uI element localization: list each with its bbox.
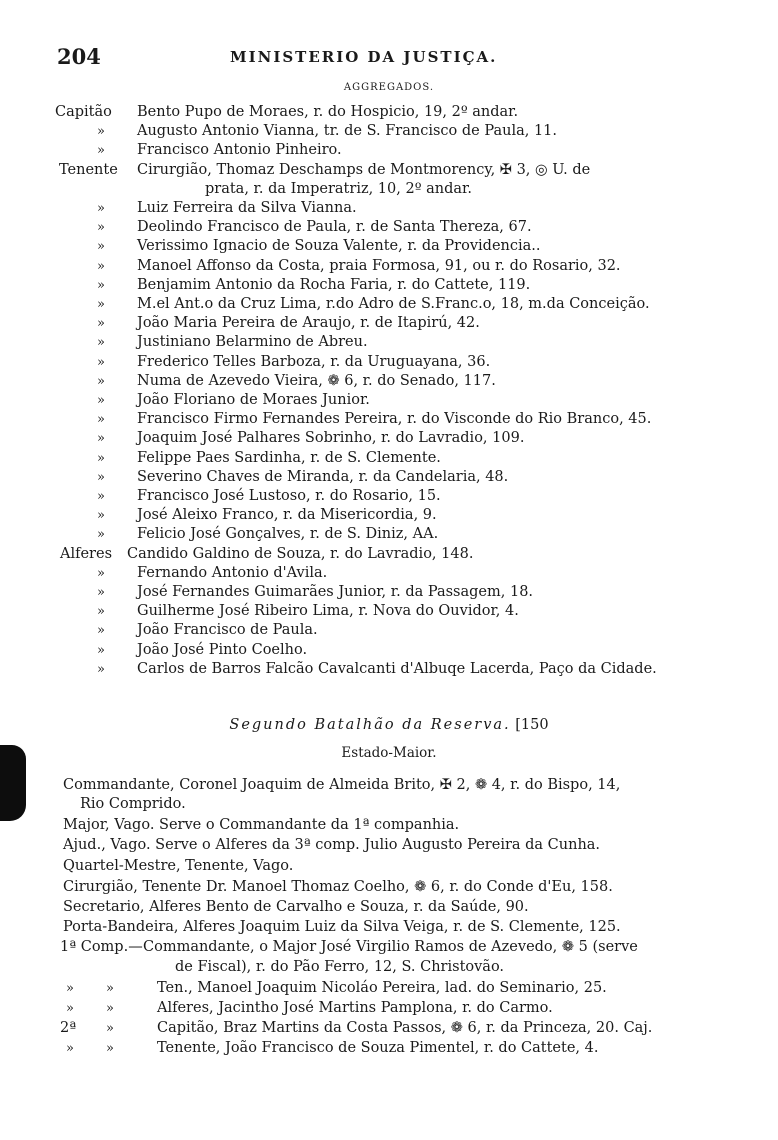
entry-text: Guilherme José Ribeiro Lima, r. Nova do Ouvidor, 4. <box>137 603 519 620</box>
entry-text: Numa de Azevedo Vieira, ❁ 6, r. do Senado, 117. <box>137 372 496 389</box>
staff-entry: Ajud., Vago. Serve o Alferes da 3ª comp. Julio Augusto Pereira da Cunha. <box>63 837 601 853</box>
ditto-mark: » <box>97 623 105 639</box>
entry-text: Benjamim Antonio da Rocha Faria, r. do Cattete, 119. <box>137 276 531 293</box>
ditto-mark: » <box>97 393 105 408</box>
entry-text: João José Pinto Coelho. <box>137 641 308 658</box>
entry-text: M.el Ant.o da Cruz Lima, r.do Adro de S.Franc.o, 18, m.da Conceição. <box>137 296 650 312</box>
ditto-mark: » <box>97 450 105 466</box>
rank-label: Alferes <box>60 545 113 562</box>
ditto-mark: » <box>97 469 105 485</box>
ditto-mark: » <box>106 981 114 996</box>
ditto-mark: » <box>97 642 105 658</box>
entry-text: Severino Chaves de Miranda, r. da Candelaria, 48. <box>137 468 509 485</box>
entry-text: Bento Pupo de Moraes, r. do Hospicio, 19, 2º andar. <box>137 104 519 120</box>
ditto-mark: » <box>97 527 105 543</box>
ditto-mark: » <box>66 1001 74 1016</box>
ditto-mark: » <box>97 412 105 428</box>
entry-text: prata, r. da Imperatriz, 10, 2º andar. <box>205 180 472 197</box>
rank-label: Capitão <box>55 104 112 120</box>
entry-text: Francisco Antonio Pinheiro. <box>137 142 342 159</box>
entry-text: João Floriano de Moraes Junior. <box>137 392 370 408</box>
company-label: 2ª <box>60 1020 77 1036</box>
entry-text: Justiniano Belarmino de Abreu. <box>137 334 368 351</box>
entry-text: Verissimo Ignacio de Souza Valente, r. da Providencia.. <box>137 238 541 255</box>
entry-text: Manoel Affonso da Costa, praia Formosa, 91, ou r. do Rosario, 32. <box>137 257 621 274</box>
margin-ink-mark <box>0 745 26 821</box>
section-subtitle: Estado-Maior. <box>341 745 437 761</box>
ditto-mark: » <box>97 335 105 351</box>
entry-text: Luiz Ferreira da Silva Vianna. <box>137 200 357 216</box>
ditto-mark: » <box>97 585 105 600</box>
section-title: Segundo Batalhão da Reserva. <box>229 717 511 733</box>
entry-text: Felippe Paes Sardinha, r. de S. Clemente. <box>137 449 441 466</box>
entry-text: Candido Galdino de Souza, r. do Lavradio, 148. <box>127 545 474 562</box>
entry-text: João Maria Pereira de Araujo, r. de Itapirú, 42. <box>137 315 480 332</box>
entry-text: Francisco Firmo Fernandes Pereira, r. do Visconde do Rio Branco, 45. <box>137 411 652 428</box>
staff-entry: Rio Comprido. <box>80 796 186 812</box>
ditto-mark: » <box>97 239 105 255</box>
ditto-mark: » <box>97 661 105 677</box>
staff-entry: Quartel-Mestre, Tenente, Vago. <box>63 858 294 874</box>
page-number: 204 <box>57 44 101 69</box>
ditto-mark: » <box>97 489 105 504</box>
ditto-mark: » <box>97 277 105 293</box>
company-entry: Capitão, Braz Martins da Costa Passos, ❁ 6, r. da Princeza, 20. Caj. <box>157 1020 653 1036</box>
entry-text: Carlos de Barros Falcão Cavalcanti d'Albuqe Lacerda, Paço da Cidade. <box>137 660 657 677</box>
ditto-mark: » <box>66 981 74 996</box>
entry-text: Deolindo Francisco de Paula, r. de Santa Thereza, 67. <box>137 219 532 236</box>
entry-text: Joaquim José Palhares Sobrinho, r. do Lavradio, 109. <box>137 430 525 447</box>
entry-text: Frederico Telles Barboza, r. da Uruguayana, 36. <box>137 353 491 370</box>
ditto-mark: » <box>97 565 105 581</box>
subheading: AGGREGADOS. <box>343 82 435 93</box>
ditto-mark: » <box>97 124 105 140</box>
ditto-mark: » <box>97 431 105 447</box>
entry-text: João Francisco de Paula. <box>137 622 318 639</box>
entry-text: Augusto Antonio Vianna, tr. de S. Francisco de Paula, 11. <box>137 123 558 140</box>
staff-entry: Major, Vago. Serve o Commandante da 1ª companhia. <box>63 817 460 833</box>
ditto-mark: » <box>97 220 105 236</box>
ditto-mark: » <box>97 508 105 524</box>
running-title: MINISTERIO DA JUSTIÇA. <box>230 48 498 66</box>
staff-entry: Cirurgião, Tenente Dr. Manoel Thomaz Coelho, ❁ 6, r. do Conde d'Eu, 158. <box>63 879 613 895</box>
section-number: [150 <box>515 717 549 733</box>
ditto-mark: » <box>97 373 105 389</box>
entry-text: Cirurgião, Thomaz Deschamps de Montmorency, ✠ 3, ◎ U. de <box>137 161 591 178</box>
ditto-mark: » <box>66 1041 74 1056</box>
staff-entry: Porta-Bandeira, Alferes Joaquim Luiz da Silva Veiga, r. de S. Clemente, 125. <box>63 919 621 935</box>
ditto-mark: » <box>106 1021 114 1036</box>
ditto-mark: » <box>97 201 105 216</box>
ditto-mark: » <box>97 604 105 620</box>
company-entry: Commandante, o Major José Virgilio Ramos de Azevedo, ❁ 5 (serve <box>143 939 638 955</box>
staff-entry: Secretario, Alferes Bento de Carvalho e Souza, r. da Saúde, 90. <box>63 899 529 915</box>
company-entry: de Fiscal), r. do Pão Ferro, 12, S. Christovão. <box>175 959 505 975</box>
staff-entry: Commandante, Coronel Joaquim de Almeida Brito, ✠ 2, ❁ 4, r. do Bispo, 14, <box>63 777 621 793</box>
entry-text: José Aleixo Franco, r. da Misericordia, 9. <box>137 507 437 524</box>
entry-text: José Fernandes Guimarães Junior, r. da Passagem, 18. <box>137 584 534 600</box>
ditto-mark: » <box>97 143 105 159</box>
entry-text: Fernando Antonio d'Avila. <box>137 564 328 581</box>
company-entry: Ten., Manoel Joaquim Nicoláo Pereira, lad. do Seminario, 25. <box>157 980 607 996</box>
ditto-mark: » <box>97 354 105 370</box>
ditto-mark: » <box>97 297 105 312</box>
entry-text: Felicio José Gonçalves, r. de S. Diniz, AA. <box>137 526 439 543</box>
rank-label: Tenente <box>59 161 118 178</box>
ditto-mark: » <box>97 258 105 274</box>
ditto-mark: » <box>106 1041 114 1056</box>
company-label: 1ª Comp.— <box>60 939 143 955</box>
ditto-mark: » <box>97 316 105 332</box>
company-entry: Tenente, João Francisco de Souza Pimentel, r. do Cattete, 4. <box>157 1040 599 1056</box>
entry-text: Francisco José Lustoso, r. do Rosario, 15. <box>137 488 441 504</box>
company-entry: Alferes, Jacintho José Martins Pamplona, r. do Carmo. <box>157 1000 553 1016</box>
ditto-mark: » <box>106 1001 114 1016</box>
section-heading <box>0 717 778 733</box>
